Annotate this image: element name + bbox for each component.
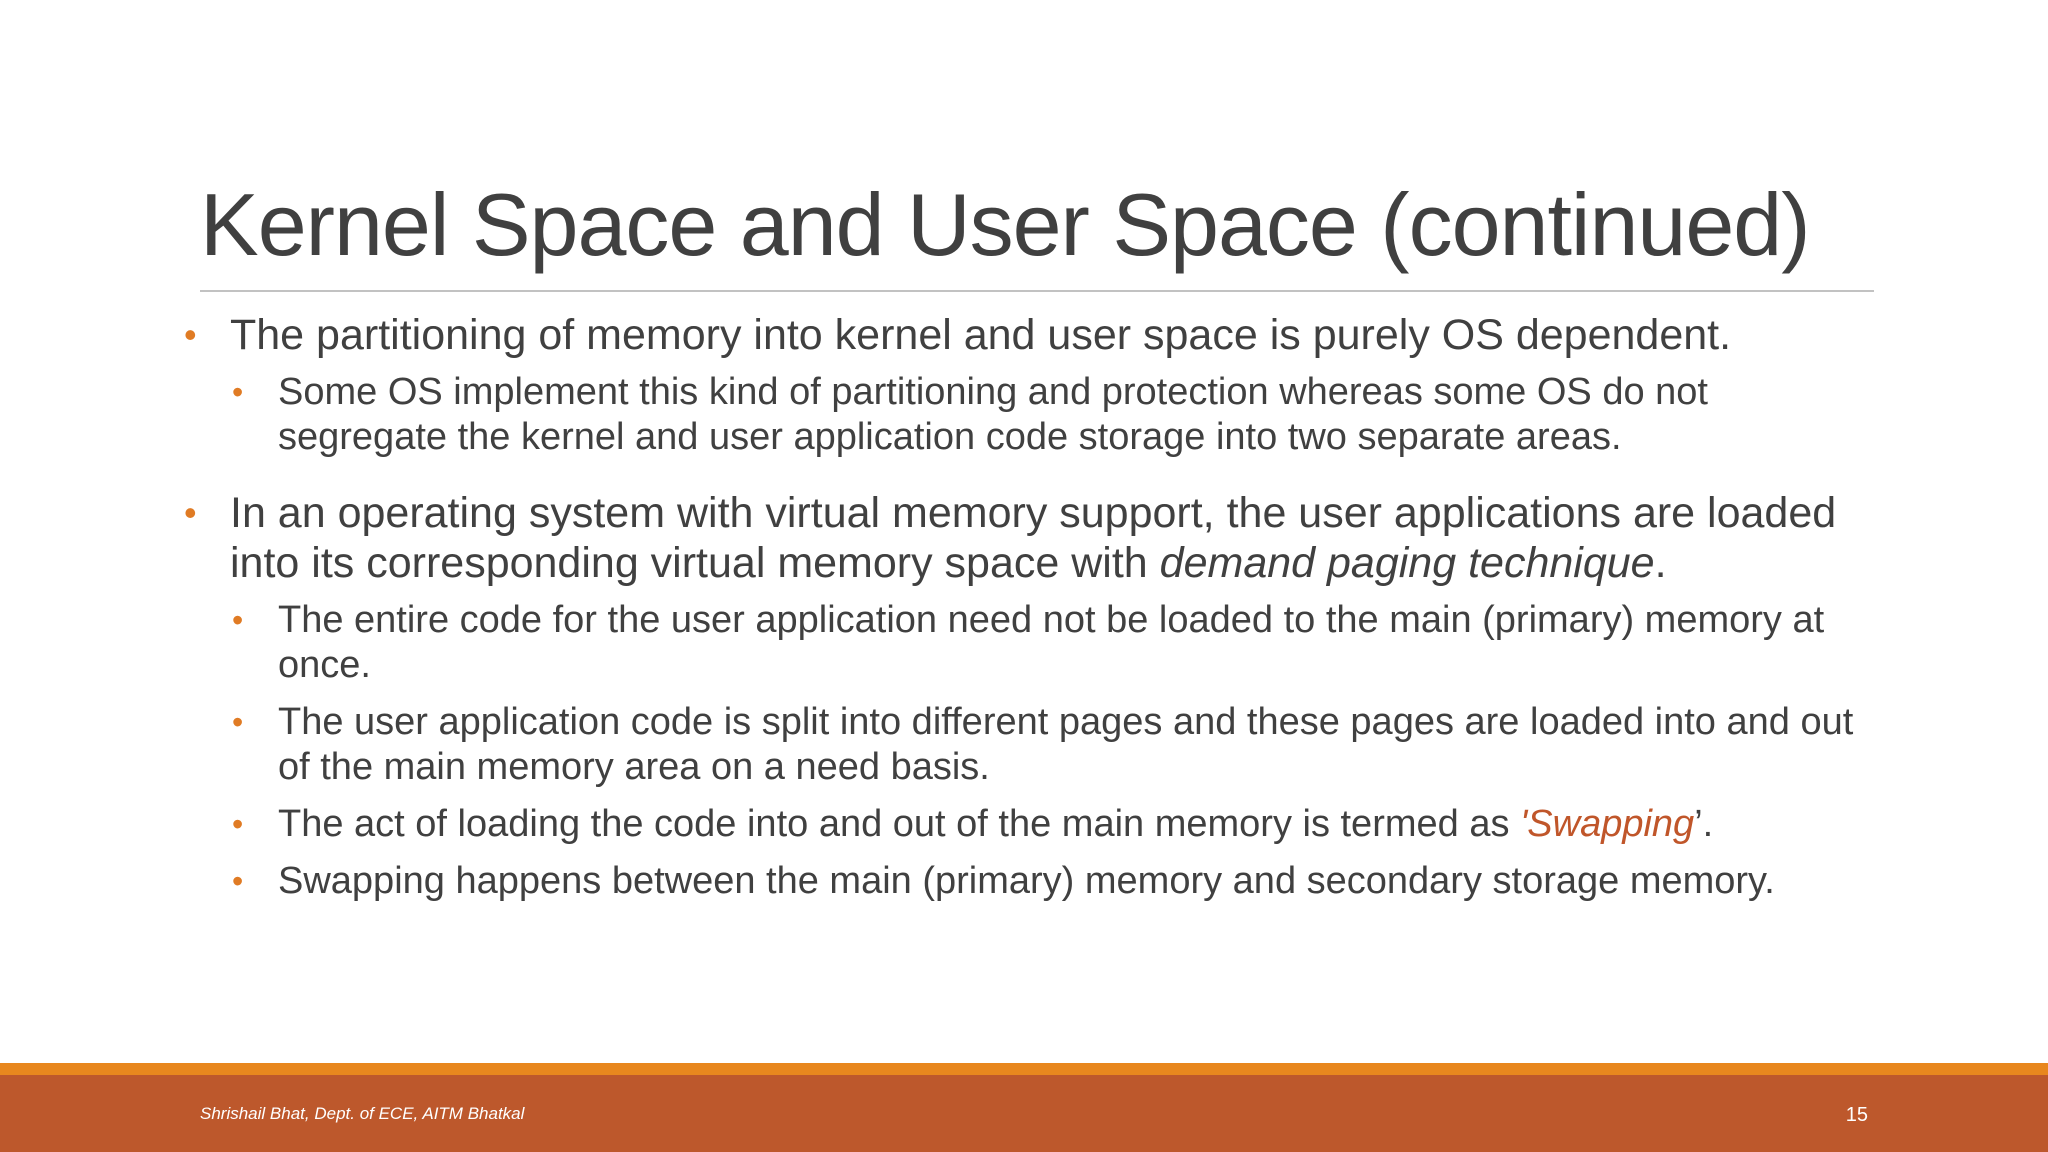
slide-number: 15 [1845,1104,1868,1126]
bullet-dot-icon: • [232,602,244,638]
bullet-text: The partitioning of memory into kernel and user space is purely OS dependent. [230,311,1732,359]
footer-author: Shrishail Bhat, Dept. of ECE, AITM Bhatkal [200,1104,525,1123]
bullet-dot-icon: • [232,806,244,842]
bullet-dot-icon: • [184,314,197,355]
slide-title: Kernel Space and User Space (continued) [200,175,1810,274]
sub-bullet-text: The user application code is split into different pages and these pages are loaded into and out of the main memory area on a need basis. [278,701,1854,788]
sub-bullet-text: The entire code for the user application need not be loaded to the main (primary) memory at once. [278,599,1825,686]
emphasis-text: demand paging technique [1159,539,1655,587]
sub-bullet-text: Swapping happens between the main (primary) memory and secondary storage memory. [278,860,1775,902]
sub-bullet-item [230,598,1880,688]
bullet-dot-icon: • [232,863,244,899]
bullet-dot-icon: • [232,704,244,740]
bullet-text: In an operating system with virtual memory support, the user applications are loaded into its corresponding virtual memory space with demand paging technique. [230,489,1837,587]
sub-bullet-item [230,859,1880,904]
sub-bullet-text: Some OS implement this kind of partitioning and protection whereas some OS do not segregate the kernel and user application code storage into two separate areas. [278,371,1708,458]
slide-content [180,310,1880,904]
sub-bullet-text: The act of loading the code into and out of the main memory is termed as 'Swapping’. [278,803,1714,845]
sub-bullet-item [230,700,1880,790]
bullet-item [180,488,1880,588]
bullet-item [180,310,1880,360]
swapping-term: Swapping [1527,803,1695,845]
sub-bullet-item [230,802,1880,847]
bullet-dot-icon: • [184,492,197,533]
bullet-dot-icon: • [232,374,244,410]
sub-bullet-item [230,370,1880,460]
footer-accent-stripe [0,1063,2048,1075]
title-divider [200,290,1874,292]
